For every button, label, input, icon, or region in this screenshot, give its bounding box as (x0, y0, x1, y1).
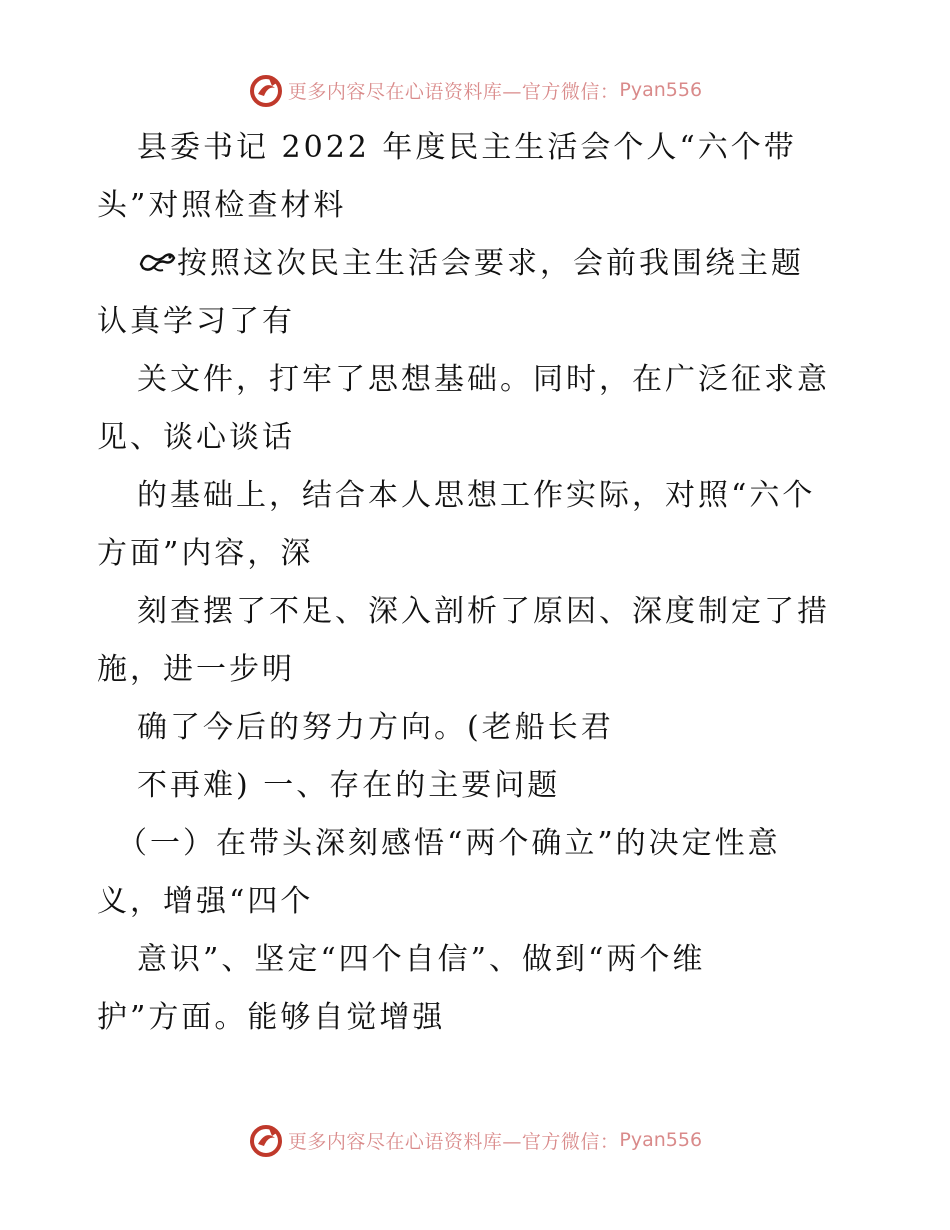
paragraph-line: 见、谈心谈话 (97, 420, 295, 455)
paragraph-line (137, 244, 804, 284)
section-heading-line: 不再难) 一、存在的主要问题 (137, 768, 561, 803)
paragraph-line: 确了今后的努力方向。(老船长君 (137, 710, 614, 745)
paragraph-line: 关文件，打牢了思想基础。同时，在广泛征求意 (137, 362, 830, 397)
paragraph-line: 刻查摆了不足、深入剖析了原因、深度制定了措 (137, 594, 830, 629)
paragraph-line: 认真学习了有 (97, 304, 295, 339)
footer-banner-text: 更多内容尽在心语资料库—官方微信： (287, 1130, 620, 1153)
paragraph-line: 意识”、坚定“四个自信”、做到“两个维 (137, 942, 706, 977)
header-banner (0, 72, 950, 108)
red-seal-logo-icon (248, 1122, 284, 1158)
title-line-2: 头”对照检查材料 (97, 188, 347, 223)
header-banner-wechat-id: Pyan556 (619, 79, 703, 101)
paragraph-line: 的基础上，结合本人思想工作实际，对照“六个 (137, 478, 816, 513)
paragraph-line: 施，进一步明 (97, 652, 295, 687)
dragon-ornament-icon (137, 246, 177, 276)
footer-banner-wechat-id: Pyan556 (619, 1129, 703, 1151)
footer-banner (0, 1122, 950, 1158)
paragraph-line: 方面”内容，深 (97, 536, 314, 571)
title-line-1: 县委书记 2022 年度民主生活会个人“六个带 (137, 130, 797, 165)
paragraph-line: 义，增强“四个 (97, 884, 314, 919)
paragraph-line: （一）在带头深刻感悟“两个确立”的决定性意 (117, 826, 781, 861)
red-seal-logo-icon (248, 72, 284, 108)
header-banner-text: 更多内容尽在心语资料库—官方微信： (287, 80, 620, 103)
paragraph-line: 护”方面。能够自觉增强 (97, 1000, 446, 1035)
paragraph-line-text: 按照这次民主生活会要求，会前我围绕主题 (177, 246, 804, 281)
